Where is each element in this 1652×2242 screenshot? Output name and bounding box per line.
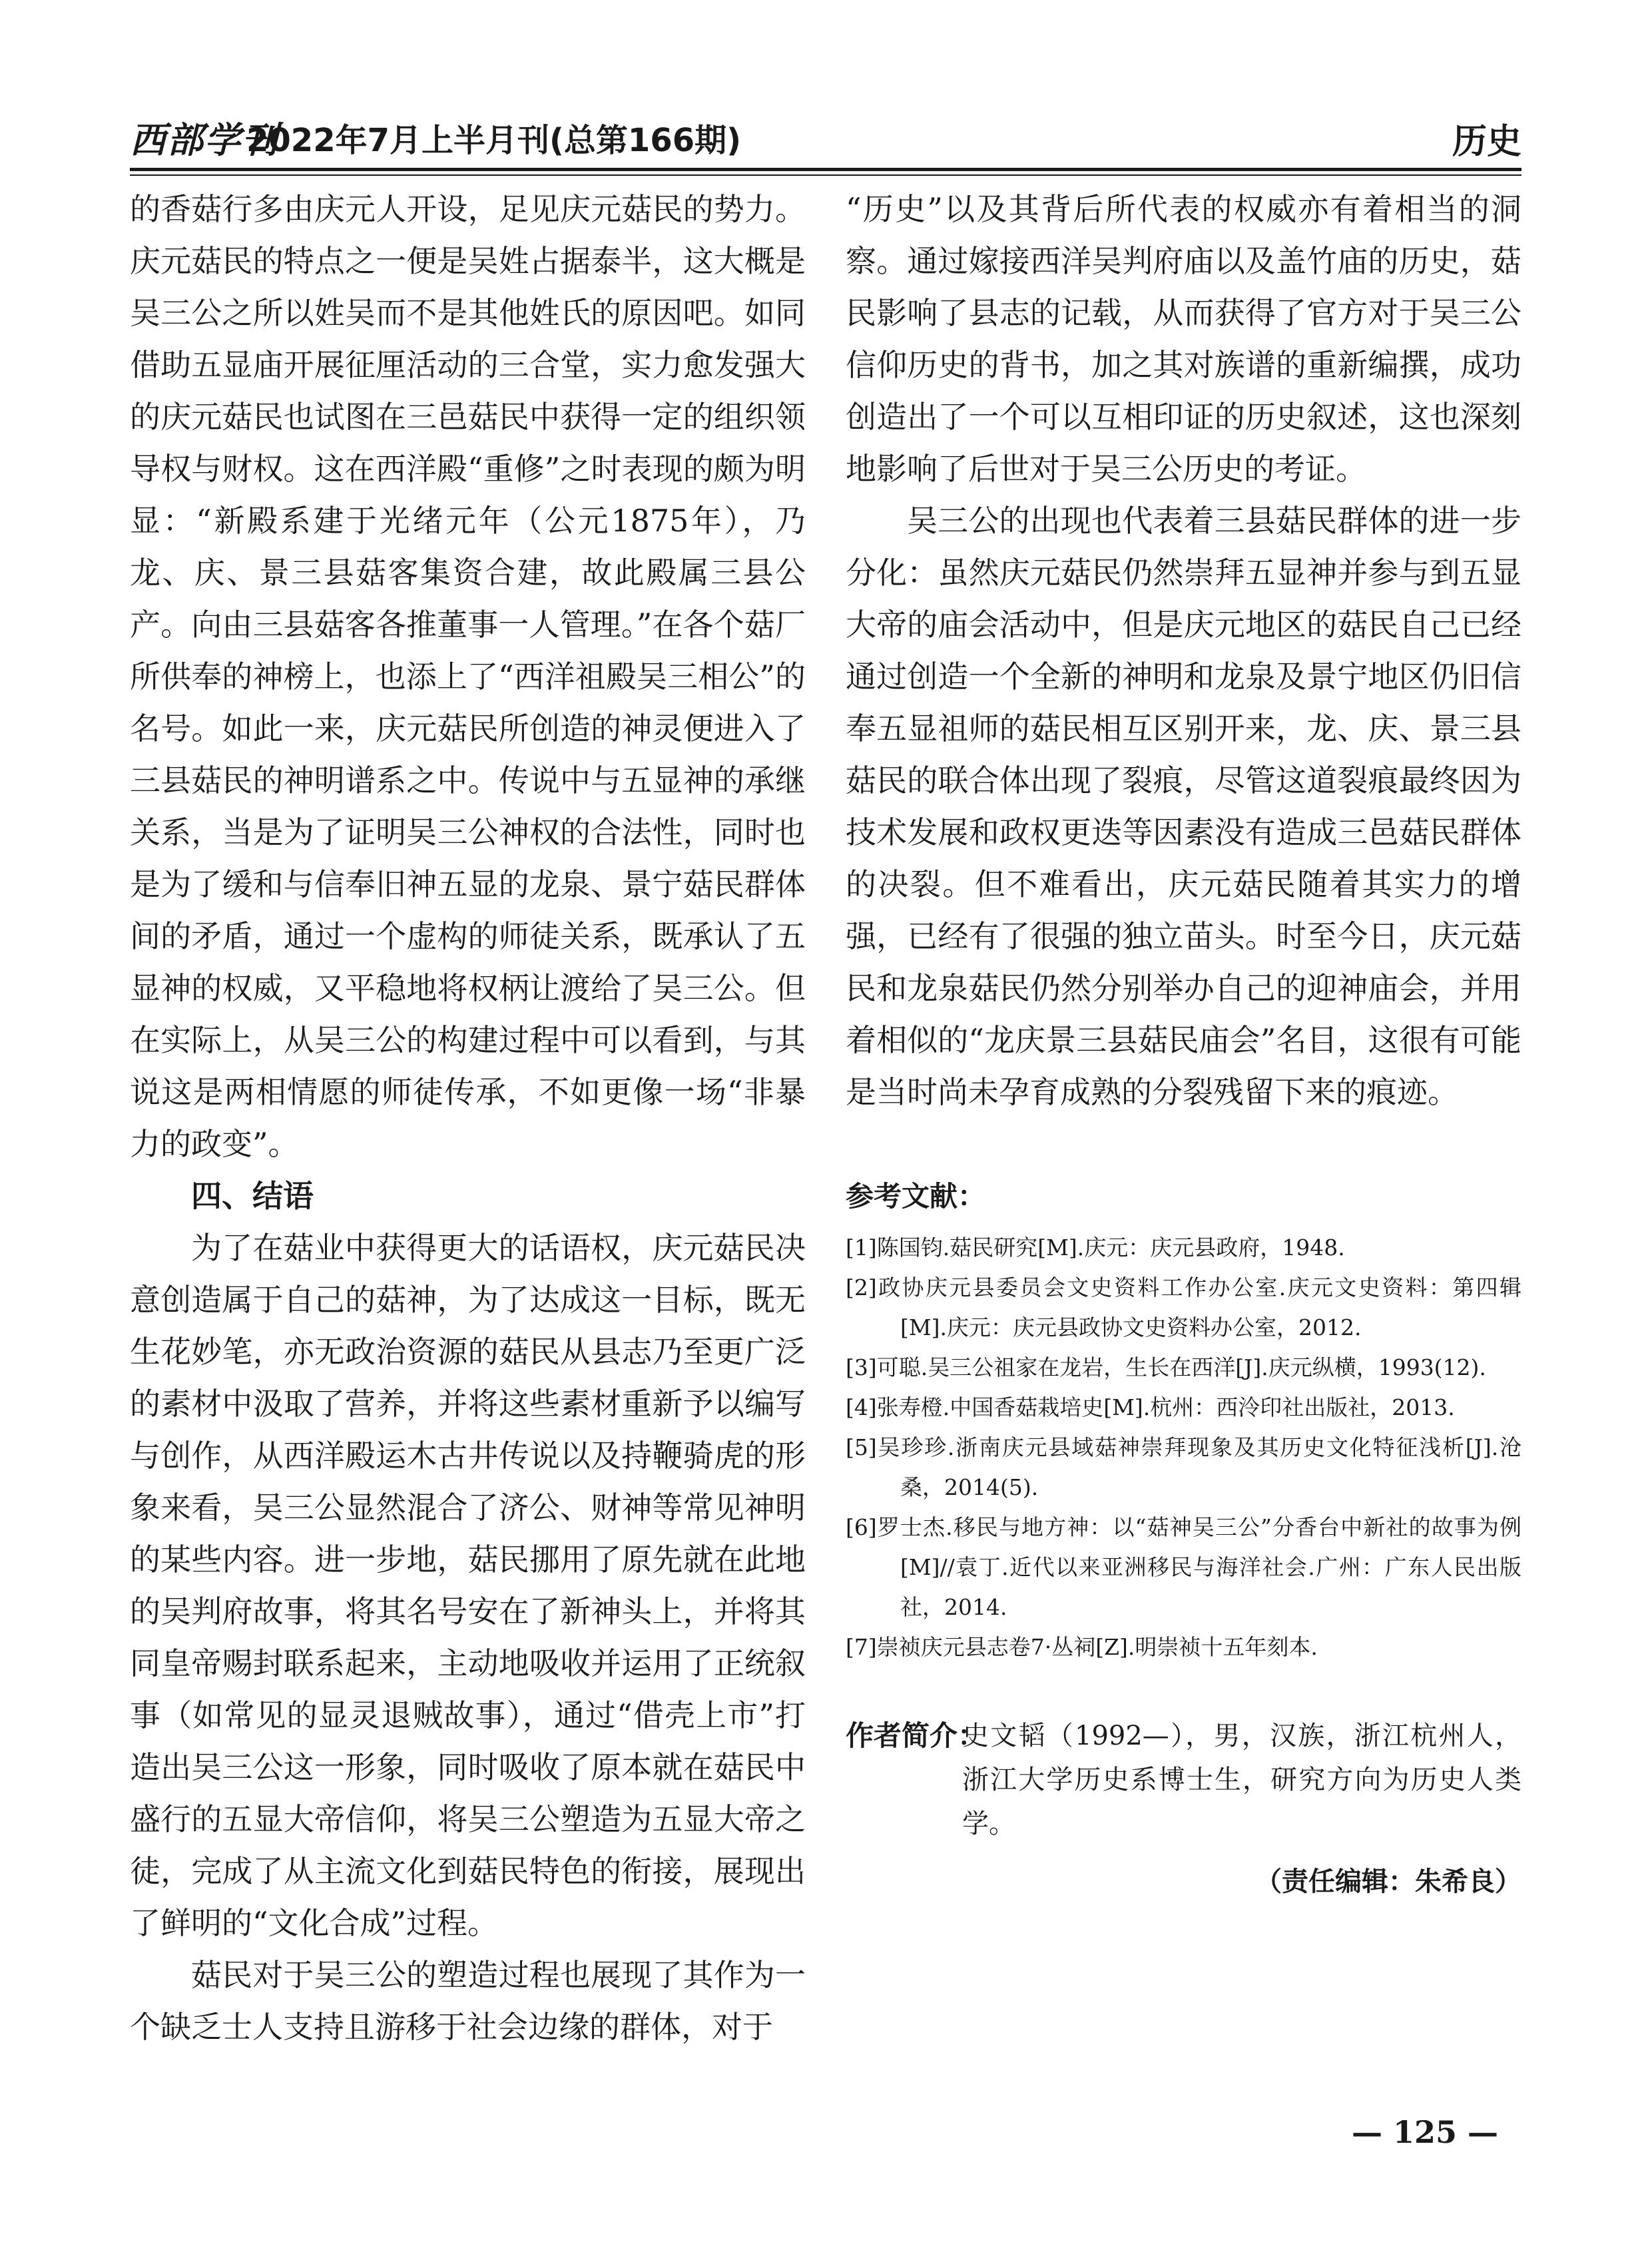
body-paragraph: 的香菇行多由庆元人开设，足见庆元菇民的势力。庆元菇民的特点之一便是吴姓占据泰半，这大概是吴三公之所以姓吴而不是其他姓氏的原因吧。如同借助五显庙开展征厘活动的三合堂，实力愈发强大的庆元菇民也试图在三邑菇民中获得一定的组织领导权与财权。这在西洋殿“重修”之时表现的颇为明显：“新殿系建于光绪元年（公元1875年），乃龙、庆、景三县菇客集资合建，故此殿属三县公产。向由三县菇客各推董事一人管理。”在各个菇厂所供奉的神榜上，也添上了“西洋祖殿吴三相公”的名号。如此一来，庆元菇民所创造的神灵便进入了三县菇民的神明谱系之中。传说中与五显神的承继关系，当是为了证明吴三公神权的合法性，同时也是为了缓和与信奉旧神五显的龙泉、景宁菇民群体间的矛盾，通过一个虚构的师徒关系，既承认了五显神的权威，又平稳地将权柄让渡给了吴三公。但在实际上，从吴三公的构建过程中可以看到，与其说这是两相情愿的师徒传承，不如更像一场“非暴力的政变”。 xyxy=(130,191,806,1162)
body-paragraph: 菇民对于吴三公的塑造过程也展现了其作为一个缺乏士人支持且游移于社会边缘的群体，对于 xyxy=(130,1957,806,2045)
right-column xyxy=(846,183,1521,1898)
page-header xyxy=(130,107,1521,166)
left-column xyxy=(130,183,806,2053)
header-rule xyxy=(130,168,1521,171)
reference-item: [1]陈国钧.菇民研究[M].庆元：庆元县政府，1948. xyxy=(846,1235,1345,1261)
references-title: 参考文献： xyxy=(846,1180,986,1213)
reference-item: [5]吴珍珍.浙南庆元县域菇神崇拜现象及其历史文化特征浅析[J].沧桑，2014(5). xyxy=(846,1434,1521,1500)
body-paragraph: 为了在菇业中获得更大的话语权，庆元菇民决意创造属于自己的菇神，为了达成这一目标，既无生花妙笔，亦无政治资源的菇民从县志乃至更广泛的素材中汲取了营养，并将这些素材重新予以编写与创作，从西洋殿运木古井传说以及持鞭骑虎的形象来看，吴三公显然混合了济公、财神等常见神明的某些内容。进一步地，菇民挪用了原先就在此地的吴判府故事，将其名号安在了新神头上，并将其同皇帝赐封联系起来，主动地吸收并运用了正统叙事（如常见的显灵退贼故事），通过“借壳上市”打造出吴三公这一形象，同时吸收了原本就在菇民中盛行的五显大帝信仰，将吴三公塑造为五显大帝之徒，完成了从主流文化到菇民特色的衔接，展现出了鲜明的“文化合成”过程。 xyxy=(130,1230,806,1941)
author-label: 作者简介： xyxy=(846,1719,986,1752)
page-number: — 125 — xyxy=(1352,2114,1499,2150)
section-heading: 四、结语 xyxy=(191,1178,314,1214)
body-paragraph: 吴三公的出现也代表着三县菇民群体的进一步分化：虽然庆元菇民仍然崇拜五显神并参与到五显大帝的庙会活动中，但是庆元地区的菇民自己已经通过创造一个全新的神明和龙泉及景宁地区仍旧信奉五显祖师的菇民相互区别开来，龙、庆、景三县菇民的联合体出现了裂痕，尽管这道裂痕最终因为技术发展和政权更迭等因素没有造成三邑菇民群体的决裂。但不难看出，庆元菇民随着其实力的增强，已经有了很强的独立苗头。时至今日，庆元菇民和龙泉菇民仍然分别举办自己的迎神庙会，并用着相似的“龙庆景三县菇民庙会”名目，这很有可能是当时尚未孕育成熟的分裂残留下来的痕迹。 xyxy=(846,503,1521,1110)
journal-logo: 西部学刊 xyxy=(130,119,279,161)
reference-item: [7]崇祯庆元县志卷7·丛祠[Z].明崇祯十五年刻本. xyxy=(846,1634,1318,1660)
reference-item: [6]罗士杰.移民与地方神：以“菇神吴三公”分香台中新社的故事为例[M]//袁丁.近代以来亚洲移民与海洋社会.广州：广东人民出版社，2014. xyxy=(846,1514,1521,1620)
reference-item: [4]张寿橙.中国香菇栽培史[M].杭州：西泠印社出版社，2013. xyxy=(846,1394,1455,1420)
author-info xyxy=(846,1714,1521,1846)
section-label: 历史 xyxy=(1452,122,1521,162)
reference-item: [3]可聪.吴三公祖家在龙岩，生长在西洋[J].庆元纵横，1993(12). xyxy=(846,1354,1486,1380)
issue-info: 2022年7月上半月刊(总第166期) xyxy=(246,122,742,159)
editor-note: （责任编辑：朱希良） xyxy=(1255,1866,1521,1897)
body-paragraph: “历史”以及其背后所代表的权威亦有着相当的洞察。通过嫁接西洋吴判府庙以及盖竹庙的历史，菇民影响了县志的记载，从而获得了官方对于吴三公信仰历史的背书，加之其对族谱的重新编撰，成功创造出了一个可以互相印证的历史叙述，这也深刻地影响了后世对于吴三公历史的考证。 xyxy=(846,191,1521,487)
reference-list xyxy=(846,1228,1521,1667)
author-bio: 史文韬（1992—），男，汉族，浙江杭州人，浙江大学历史系博士生，研究方向为历史人类学。 xyxy=(962,1721,1521,1839)
reference-item: [2]政协庆元县委员会文史资料工作办公室.庆元文史资料：第四辑[M].庆元：庆元县政协文史资料办公室，2012. xyxy=(846,1274,1521,1340)
header-rule-thin xyxy=(130,174,1521,176)
